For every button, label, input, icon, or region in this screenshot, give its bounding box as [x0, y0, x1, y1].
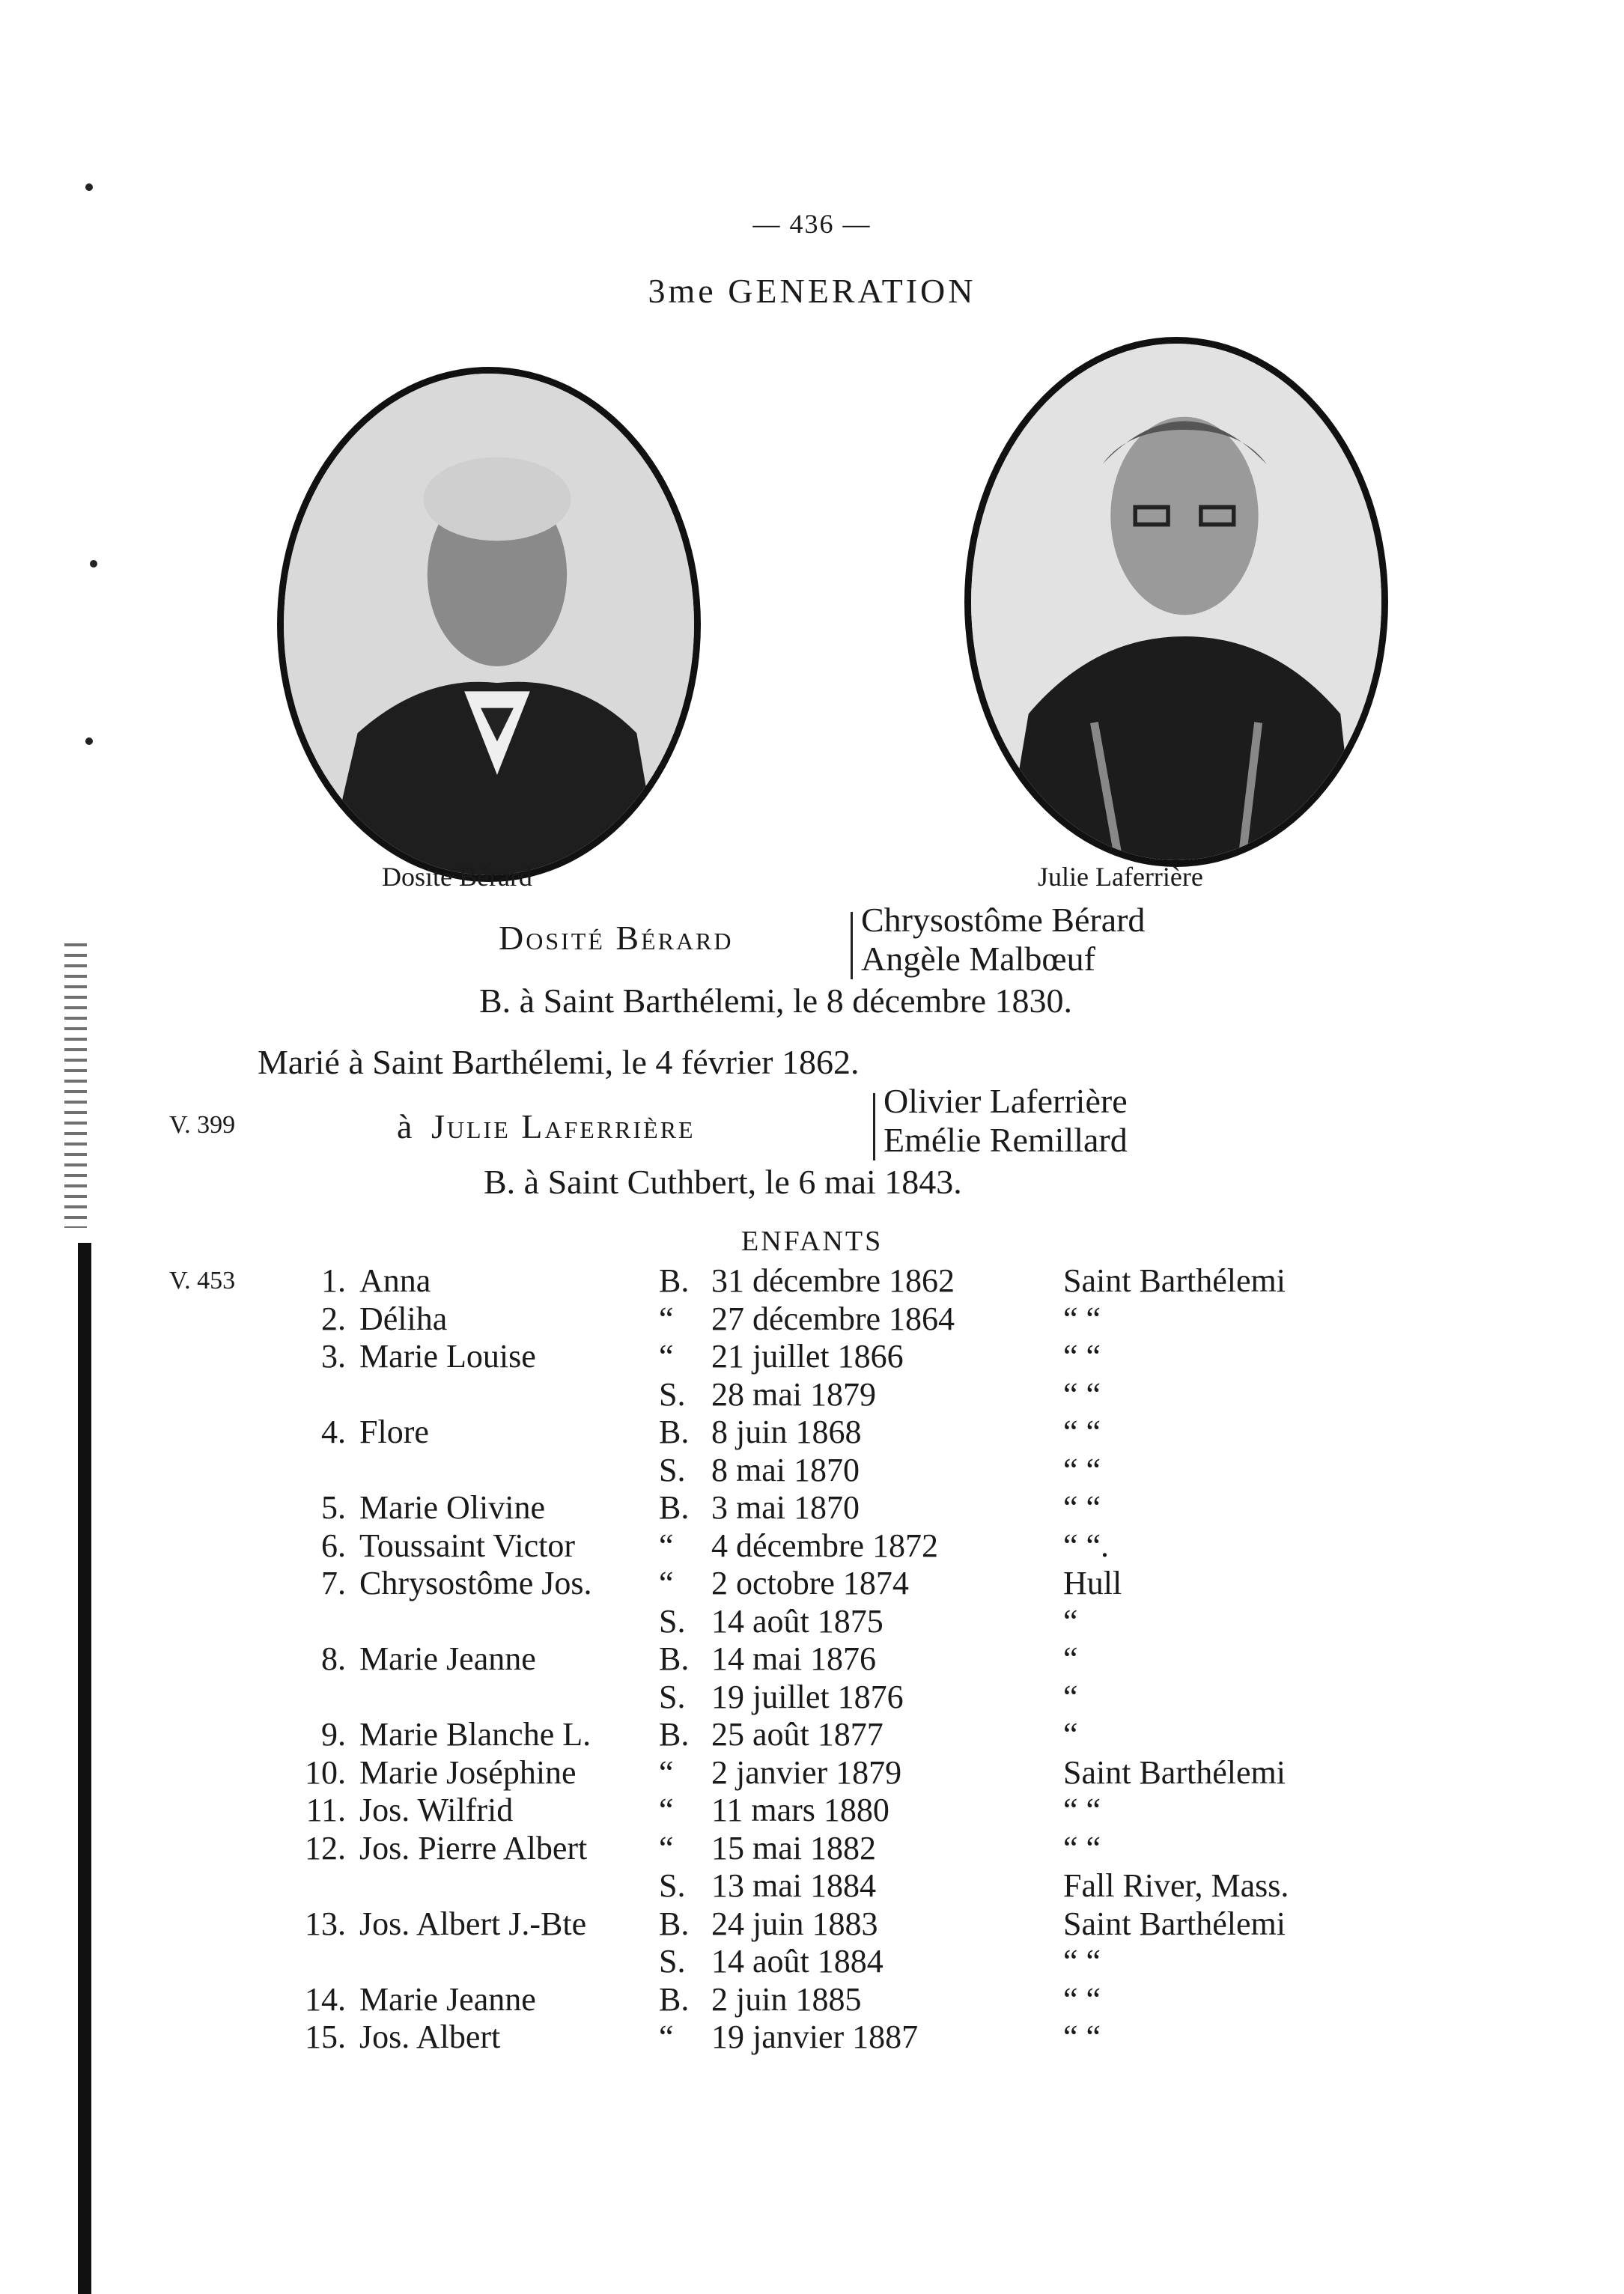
child-name: Anna: [359, 1262, 431, 1299]
child-row: [299, 1527, 1378, 1566]
child-name: Chrysostôme Jos.: [359, 1565, 592, 1601]
child-place: “ “: [1063, 1943, 1101, 1980]
child-place: “: [1063, 1602, 1078, 1640]
child-row: [299, 1414, 1378, 1452]
child-num: 13.: [305, 1905, 346, 1942]
generation-heading: 3me GENERATION: [648, 272, 976, 310]
child-code: “: [659, 1338, 674, 1375]
child-row: [299, 1262, 1378, 1300]
child-date: 11 mars 1880: [711, 1792, 889, 1828]
child-row: [299, 1905, 1378, 1944]
child-date: 21 juillet 1866: [711, 1338, 904, 1375]
child-row: [299, 1943, 1378, 1981]
child-name: [359, 1452, 659, 1490]
children-ref: V. 453: [169, 1267, 236, 1294]
child-name: Marie Blanche L.: [359, 1716, 591, 1753]
wife-parents-brace: [873, 1093, 875, 1160]
child-name: Marie Olivine: [359, 1489, 546, 1526]
scan-speck: [85, 183, 93, 191]
child-date: 14 août 1875: [711, 1602, 884, 1640]
husband-parents-brace: [851, 912, 853, 979]
child-code: S.: [659, 1867, 686, 1904]
child-date: 4 décembre 1872: [711, 1527, 938, 1564]
child-name: Jos. Pierre Albert: [359, 1829, 588, 1866]
child-code: “: [659, 2018, 674, 2055]
child-name: Marie Louise: [359, 1338, 536, 1375]
child-name: Jos. Albert: [359, 2018, 501, 2055]
portrait-husband: [277, 367, 701, 882]
child-date: 19 juillet 1876: [711, 1678, 904, 1715]
child-place: Fall River, Mass.: [1063, 1867, 1289, 1904]
child-place: Saint Barthélemi: [1063, 1262, 1286, 1299]
child-code: S.: [659, 1943, 686, 1980]
child-num: 11.: [305, 1792, 346, 1828]
child-date: 8 mai 1870: [711, 1451, 860, 1488]
child-row: [299, 1981, 1378, 2019]
page-number: — 436 —: [752, 209, 872, 239]
wife-mother: Emélie Remillard: [884, 1121, 1128, 1159]
scan-edge-noise: [64, 943, 87, 1228]
child-date: 27 décembre 1864: [711, 1300, 955, 1337]
child-num: [299, 1943, 359, 1981]
child-date: 19 janvier 1887: [711, 2018, 919, 2055]
child-row: [299, 1338, 1378, 1376]
child-row: [299, 1792, 1378, 1830]
child-row: [299, 1830, 1378, 1868]
child-date: 25 août 1877: [711, 1716, 884, 1753]
child-name: [359, 1603, 659, 1641]
child-place: “ “: [1063, 2018, 1101, 2055]
child-row: [299, 1603, 1378, 1641]
child-num: [299, 1376, 359, 1414]
child-date: 2 janvier 1879: [711, 1753, 902, 1791]
child-date: 13 mai 1884: [711, 1867, 876, 1904]
portrait-man-image: [284, 374, 694, 875]
child-num: 4.: [321, 1414, 346, 1450]
child-place: “ “: [1063, 1792, 1101, 1828]
husband-father: Chrysostôme Bérard: [861, 901, 1146, 939]
husband-name: Dosité Bérard: [499, 919, 734, 957]
child-date: 28 mai 1879: [711, 1375, 876, 1413]
child-num: [299, 1603, 359, 1641]
child-name: Toussaint Victor: [359, 1527, 575, 1564]
child-code: “: [659, 1300, 674, 1337]
child-row: [299, 2018, 1378, 2057]
child-name: Jos. Wilfrid: [359, 1792, 514, 1828]
child-place: Hull: [1063, 1565, 1122, 1601]
child-num: 5.: [321, 1489, 346, 1526]
child-date: 24 juin 1883: [711, 1905, 878, 1942]
child-place: “ “: [1063, 1489, 1101, 1526]
child-name: Marie Joséphine: [359, 1753, 577, 1791]
child-row: [299, 1867, 1378, 1905]
child-code: S.: [659, 1451, 686, 1488]
child-num: 12.: [305, 1829, 346, 1866]
child-code: B.: [659, 1414, 690, 1450]
husband-mother: Angèle Malbœuf: [861, 940, 1095, 978]
child-date: 3 mai 1870: [711, 1489, 860, 1526]
scan-speck: [90, 560, 97, 568]
marriage-line: Marié à Saint Barthélemi, le 4 février 1862.: [258, 1043, 860, 1081]
wife-ref: V. 399: [169, 1111, 236, 1139]
child-place: “ “.: [1063, 1527, 1110, 1564]
child-num: [299, 1452, 359, 1490]
children-heading: ENFANTS: [741, 1226, 884, 1257]
child-code: “: [659, 1565, 674, 1601]
child-code: “: [659, 1792, 674, 1828]
child-num: 10.: [305, 1753, 346, 1791]
husband-baptism: B. à Saint Barthélemi, le 8 décembre 1830.: [479, 982, 1072, 1020]
child-num: 2.: [321, 1300, 346, 1337]
child-date: 2 juin 1885: [711, 1980, 862, 2018]
child-place: Saint Barthélemi: [1063, 1753, 1286, 1791]
child-row: [299, 1300, 1378, 1339]
child-place: “ “: [1063, 1451, 1101, 1488]
child-name: Jos. Albert J.-Bte: [359, 1905, 587, 1942]
child-code: “: [659, 1753, 674, 1791]
child-row: [299, 1376, 1378, 1414]
child-row: [299, 1679, 1378, 1717]
child-name: Déliha: [359, 1300, 448, 1337]
scan-edge-shadow: [78, 1243, 91, 2294]
child-code: B.: [659, 1716, 690, 1753]
portrait-wife: [964, 337, 1388, 867]
child-date: 8 juin 1868: [711, 1414, 862, 1450]
portrait-caption-left: Dosite Bérard: [382, 862, 532, 892]
child-name: [359, 1867, 659, 1905]
child-name: Marie Jeanne: [359, 1980, 536, 2018]
child-row: [299, 1489, 1378, 1527]
child-row: [299, 1452, 1378, 1490]
child-place: “: [1063, 1716, 1078, 1753]
wife-name: Julie Laferrière: [431, 1107, 696, 1146]
child-row: [299, 1754, 1378, 1792]
portrait-caption-right: Julie Laferrière: [1038, 862, 1203, 892]
child-num: 3.: [321, 1338, 346, 1375]
wife-baptism: B. à Saint Cuthbert, le 6 mai 1843.: [484, 1163, 962, 1201]
child-code: B.: [659, 1489, 690, 1526]
child-code: “: [659, 1527, 674, 1564]
child-num: 14.: [305, 1980, 346, 2018]
child-place: “ “: [1063, 1300, 1101, 1337]
child-row: [299, 1640, 1378, 1679]
child-date: 2 octobre 1874: [711, 1565, 909, 1601]
scan-speck: [85, 737, 93, 745]
wife-father: Olivier Laferrière: [884, 1082, 1128, 1120]
child-num: 15.: [305, 2018, 346, 2055]
child-place: “ “: [1063, 1375, 1101, 1413]
child-num: 9.: [321, 1716, 346, 1753]
child-row: [299, 1565, 1378, 1603]
child-place: “ “: [1063, 1338, 1101, 1375]
child-name: Marie Jeanne: [359, 1640, 536, 1677]
child-place: “: [1063, 1678, 1078, 1715]
wife-prefix: à: [397, 1107, 413, 1146]
child-place: “ “: [1063, 1980, 1101, 2018]
child-date: 15 mai 1882: [711, 1829, 876, 1866]
child-num: [299, 1679, 359, 1717]
child-place: “: [1063, 1640, 1078, 1677]
child-code: B.: [659, 1640, 690, 1677]
child-date: 14 mai 1876: [711, 1640, 876, 1677]
child-num: 6.: [321, 1527, 346, 1564]
child-place: “ “: [1063, 1414, 1101, 1450]
child-name: [359, 1943, 659, 1981]
children-table: [299, 1262, 1378, 2057]
child-code: B.: [659, 1980, 690, 2018]
child-name: [359, 1376, 659, 1414]
child-code: B.: [659, 1905, 690, 1942]
child-date: 14 août 1884: [711, 1943, 884, 1980]
child-num: 8.: [321, 1640, 346, 1677]
child-code: B.: [659, 1262, 690, 1299]
child-code: S.: [659, 1678, 686, 1715]
child-place: Saint Barthélemi: [1063, 1905, 1286, 1942]
child-num: 7.: [321, 1565, 346, 1601]
child-place: “ “: [1063, 1829, 1101, 1866]
child-num: [299, 1867, 359, 1905]
child-code: “: [659, 1829, 674, 1866]
child-code: S.: [659, 1602, 686, 1640]
child-num: 1.: [321, 1262, 346, 1299]
portrait-woman-image: [971, 344, 1381, 860]
child-name: Flore: [359, 1414, 429, 1450]
child-row: [299, 1716, 1378, 1754]
child-code: S.: [659, 1375, 686, 1413]
child-date: 31 décembre 1862: [711, 1262, 955, 1299]
child-name: [359, 1679, 659, 1717]
